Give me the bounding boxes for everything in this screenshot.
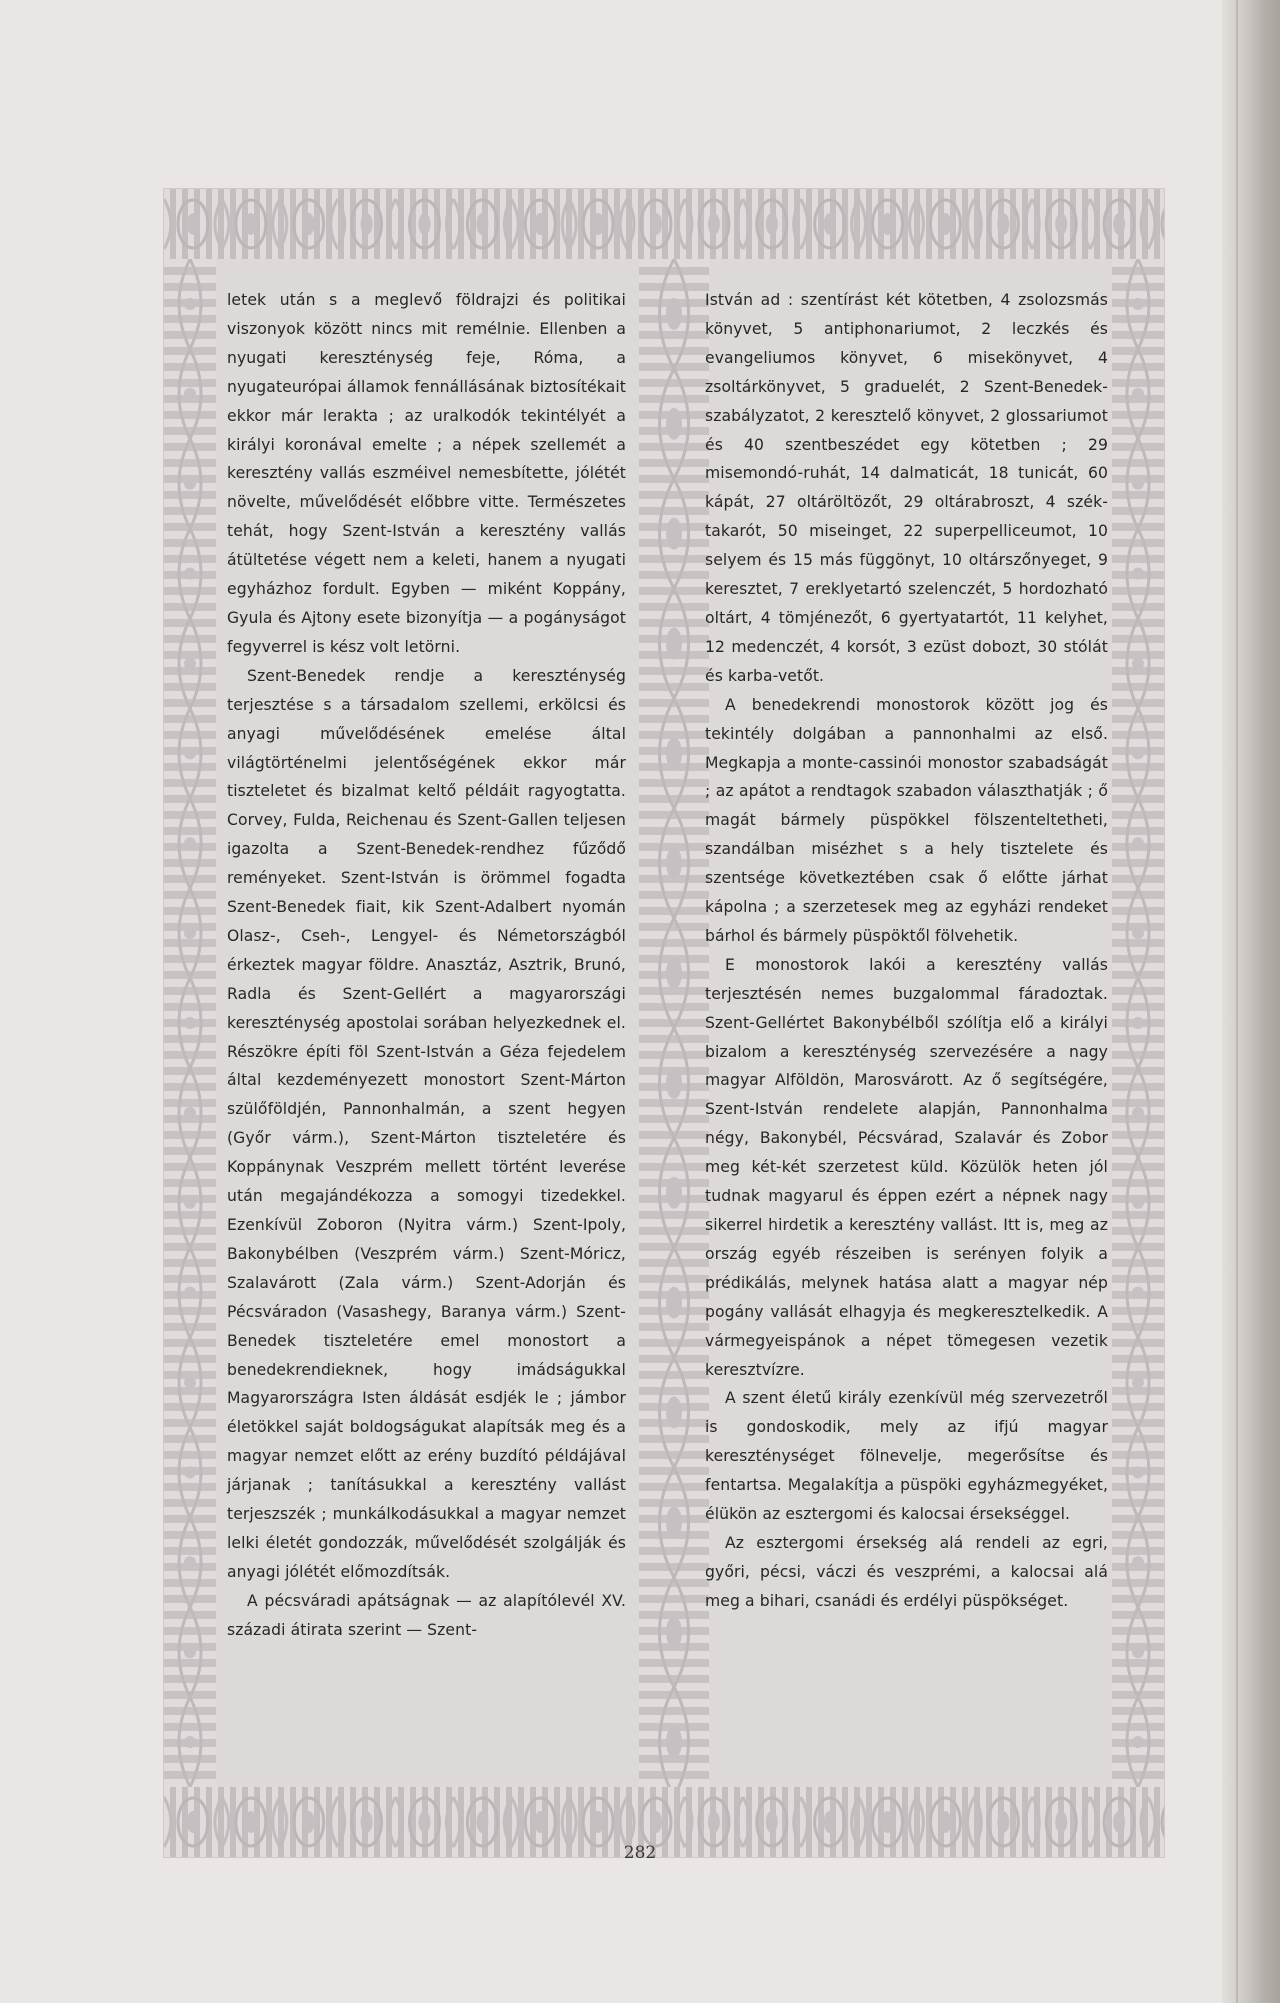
- center-ornament-border: [639, 259, 709, 1787]
- right-ornament-border: [1112, 259, 1164, 1787]
- paragraph: A szent életű király ezenkívül még szervezetről is gondoskodik, mely az ifjú magyar kereszténységet fölnevelje, megerősítse és fentartsa. Megalakítja a püspöki egyházmegyéket, élükön az esztergomi és kalocsai érsekséggel.: [705, 1389, 1108, 1524]
- page-gutter-shadow: [1222, 0, 1280, 2003]
- left-ornament-border: [164, 259, 216, 1787]
- paragraph: letek után s a meglevő földrajzi és politikai viszonyok között nincs mit remélnie. Ellenben a nyugati kereszténység feje, Róma, a nyugateurópai államok fennállásának biztosítékait ekkor már lerakta ; az uralkodók tekintélyét a királyi koronával emelte ; a népek szellemét a keresztény vallás eszméivel nemesbítette, jólétét növelte, művelődését előbbre vitte. Természetes tehát, hogy Szent-István a keresztény vallás átültetése végett nem a keleti, hanem a nyugati egyházhoz fordult. Egyben — miként Koppány, Gyula és Ajtony esete bizonyítja — a pogányságot fegyverrel is kész volt letörni.: [227, 291, 626, 656]
- paragraph: A benedekrendi monostorok között jog és tekintély dolgában a pannonhalmi az első. Megkapja a monte-cassinói monostor szabadságát ; az apátot a rendtagok szabadon választhatják ; ő magát bármely püspökkel fölszenteltetheti, szandálban misézhet s a hely tisztelete és szentsége következtében csak ő előtte járhat kápolna ; a szerzetesek meg az egyházi rendeket bárhol és bármely püspöktől fölvehetik.: [705, 695, 1108, 945]
- left-text-column: [227, 286, 626, 1645]
- right-text-column: [705, 286, 1108, 1616]
- top-ornament-pattern: [164, 189, 1164, 259]
- paragraph: A pécsváradi apátságnak — az alapítólevél XV. századi átirata szerint — Szent-: [227, 1591, 626, 1639]
- left-ornament-pattern: [164, 259, 216, 1787]
- center-ornament-pattern: [639, 259, 709, 1787]
- top-ornament-border: [164, 189, 1164, 259]
- paragraph: István ad : szentírást két kötetben, 4 zsolozsmás könyvet, 5 antiphonariumot, 2 leczkés és evangeliumos könyvet, 6 misekönyvet, 4 zsoltárkönyvet, 5 graduelét, 2 Szent-Benedek-szabályzatot, 2 keresztelő könyvet, 2 glossariumot és 40 szentbeszédet egy kötetben ; 29 misemondó-ruhát, 14 dalmaticát, 18 tunicát, 60 kápát, 27 oltáröltözőt, 29 oltárabroszt, 4 szék-takarót, 50 miseinget, 22 superpelliceumot, 10 selyem és 15 más függönyt, 10 oltárszőnyeget, 9 keresztet, 7 ereklyetartó szelenczét, 5 hordozható oltárt, 4 tömjénezőt, 6 gyertyatartót, 11 kelyhet, 12 medenczét, 4 korsót, 3 ezüst dobozt, 30 stólát és karba-vetőt.: [705, 291, 1108, 685]
- paragraph: Szent-Benedek rendje a kereszténység terjesztése s a társadalom szellemi, erkölcsi és anyagi művelődésének emelése által világtörténelmi jelentőségének ekkor már tiszteletet és bizalmat keltő példáit ragyogtatta. Corvey, Fulda, Reichenau és Szent-Gallen teljesen igazolta a Szent-Benedek-rendhez fűződő reményeket. Szent-István is örömmel fogadta Szent-Benedek fiait, kik Szent-Adalbert nyomán Olasz-, Cseh-, Lengyel- és Németországból érkeztek magyar földre. Anasztáz, Asztrik, Brunó, Radla és Szent-Gellért a magyarországi kereszténység apostolai sorában helyezkednek el. Részökre építi föl Szent-István a Géza fejedelem által kezdeményezett monostort Szent-Márton szülőföldjén, Pannonhalmán, a szent hegyen (Győr várm.), Szent-Márton tiszteletére és Koppánynak Veszprém mellett történt leverése után megajándékozza a somogyi tizedekkel. Ezenkívül Zoboron (Nyitra várm.) Szent-Ipoly, Bakonybélben (Veszprém várm.) Szent-Móricz, Szalavárott (Zala várm.) Szent-Adorján és Pécsváradon (Vasashegy, Baranya várm.) Szent-Benedek tiszteletére emel monostort a benedekrendieknek, hogy imádságukkal Magyarországra Isten áldását esdjék le ; jámbor életökkel saját boldogságukat alapítsák meg és a magyar nemzet előtt az erény buzdító példájával járjanak ; tanításukkal a keresztény vallást terjeszszék ; munkálkodásukkal a magyar nemzet lelki életét gondozzák, művelődését szolgálják és anyagi jólétét előmozdítsák.: [227, 666, 626, 1581]
- paragraph: Az esztergomi érsekség alá rendeli az egri, győri, pécsi, váczi és veszprémi, a kalocsai alá meg a bihari, csanádi és erdélyi püspökséget.: [705, 1533, 1108, 1610]
- paragraph: E monostorok lakói a keresztény vallás terjesztésén nemes buzgalommal fáradoztak. Szent-Gellértet Bakonybélből szólítja elő a királyi bizalom a kereszténység szervezésére a nagy magyar Alföldön, Marosvárott. Az ő segítségére, Szent-István rendelete alapján, Pannonhalma négy, Bakonybél, Pécsvárad, Szalavár és Zobor meg két-két szerzetest küld. Közülök heten jól tudnak magyarul és éppen ezért a népnek nagy sikerrel hirdetik a keresztény vallást. Itt is, meg az ország egyéb részeiben is serényen folyik a prédikálás, melynek hatása alatt a magyar nép pogány vallását elhagyja és megkeresztelkedik. A vármegyeispánok a népet tömegesen vezetik keresztvízre.: [705, 955, 1108, 1379]
- page-number: 282: [623, 1843, 657, 1863]
- page-edge: [1236, 0, 1238, 2003]
- ornamental-frame: [163, 188, 1165, 1858]
- right-ornament-pattern: [1112, 259, 1164, 1787]
